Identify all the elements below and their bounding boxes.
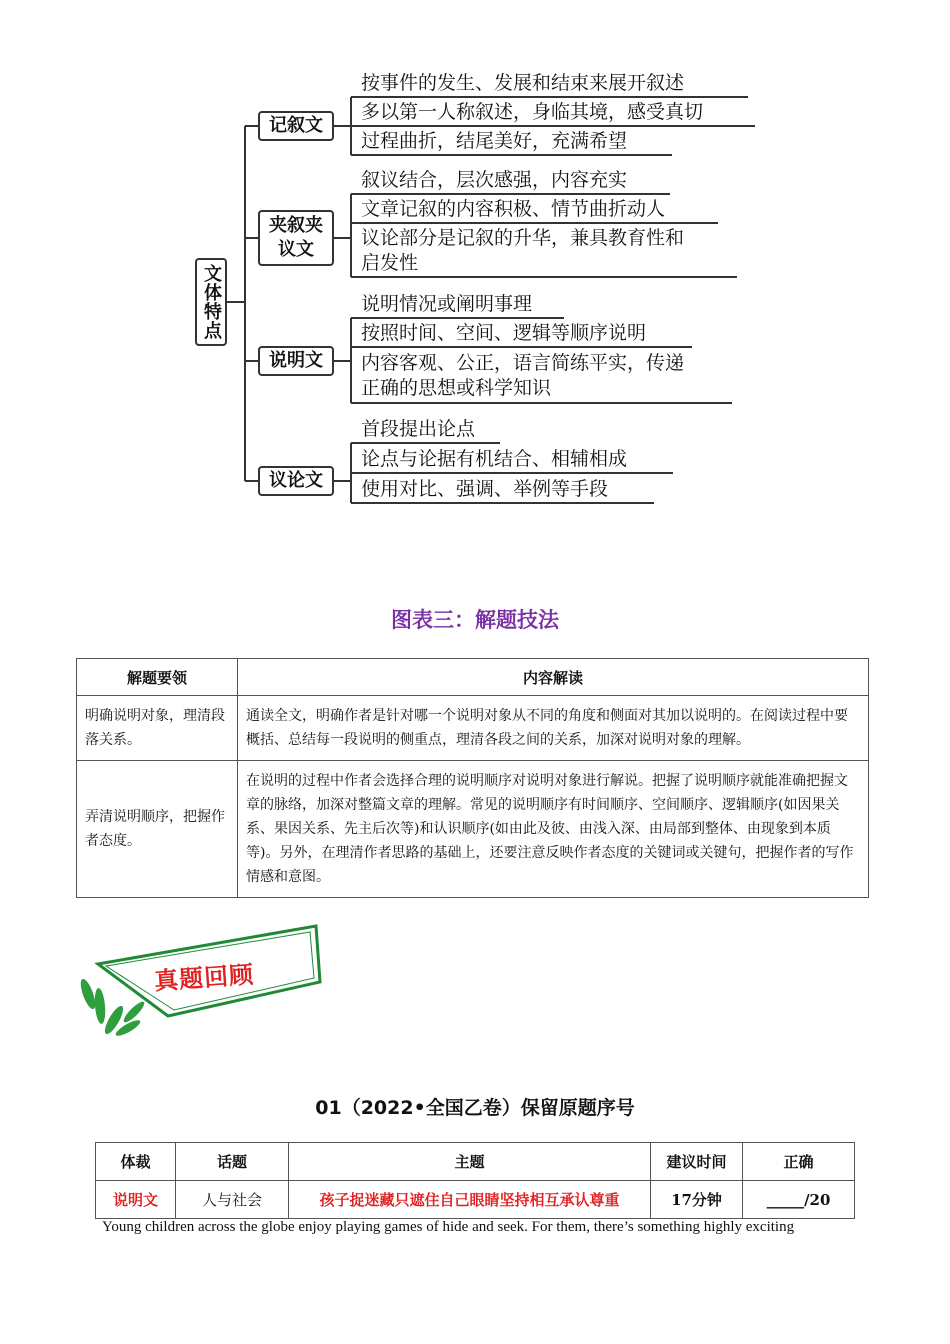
leaf-item: 按事件的发生、发展和结束来展开叙述 <box>361 72 685 94</box>
banner-title: 真题回顾 <box>153 959 256 996</box>
question-heading: 01（2022•全国乙卷）保留原题序号 <box>315 1097 635 1119</box>
score-cell: _____/20 <box>743 1181 855 1219</box>
table-header-row <box>77 659 869 696</box>
method-content: 在说明的过程中作者会选择合理的说明顺序对说明对象进行解说。把握了说明顺序就能准确把握文章的脉络，加深对整篇文章的理解。常见的说明顺序有时间顺序、空间顺序、逻辑顺序(如因果关系、果因关系、先主后次等)和认识顺序(如由此及彼、由浅入深、由局部到整体、由现象到本质等)。另外，在理清作者思路的基础上，还要注意反映作者态度的关键词或关键句，把握作者的写作情感和意图。 <box>238 761 869 898</box>
passage-text: Young children across the globe enjoy playing games of hide and seek. For them, there’s something highly exciting <box>102 1219 795 1235</box>
table-row <box>77 761 869 898</box>
table-row <box>96 1181 855 1219</box>
question-info-table <box>95 1142 855 1219</box>
mindmap-root: 文体特点 <box>195 258 227 346</box>
leaf-item: 启发性 <box>361 252 419 274</box>
leaf-item: 正确的思想或科学知识 <box>361 377 552 399</box>
method-content: 通读全文，明确作者是针对哪一个说明对象从不同的角度和侧面对其加以说明的。在阅读过程中要概括、总结每一段说明的侧重点，理清各段之间的关系，加深对说明对象的理解。 <box>238 696 869 761</box>
leaf-item: 多以第一人称叙述，身临其境，感受真切 <box>361 101 704 123</box>
method-key: 明确说明对象，理清段落关系。 <box>77 696 238 761</box>
leaf-item: 首段提出论点 <box>361 418 476 440</box>
theme-cell: 孩子捉迷藏只遮住自己眼睛坚持相互承认尊重 <box>289 1181 651 1219</box>
column-header: 主题 <box>289 1143 651 1181</box>
column-header: 解题要领 <box>77 659 238 696</box>
genre-cell: 说明文 <box>96 1181 176 1219</box>
table-header-row <box>96 1143 855 1181</box>
leaf-item: 说明情况或阐明事理 <box>361 293 533 315</box>
topic-cell: 人与社会 <box>176 1181 289 1219</box>
column-header: 话题 <box>176 1143 289 1181</box>
category-narrative: 记叙文 <box>258 111 334 141</box>
leaf-item: 过程曲折，结尾美好，充满希望 <box>361 130 628 152</box>
column-header: 正确 <box>743 1143 855 1181</box>
method-key: 弄清说明顺序，把握作者态度。 <box>77 761 238 898</box>
method-table <box>76 658 869 898</box>
time-cell: 17分钟 <box>651 1181 743 1219</box>
leaf-item: 文章记叙的内容积极、情节曲折动人 <box>361 198 666 220</box>
category-expository: 说明文 <box>258 346 334 376</box>
table-row <box>77 696 869 761</box>
section-title: 图表三：解题技法 <box>391 608 559 632</box>
category-narrative-argument: 夹叙夹议文 <box>258 210 334 266</box>
column-header: 体裁 <box>96 1143 176 1181</box>
leaf-item: 议论部分是记叙的升华，兼具教育性和 <box>361 227 685 249</box>
leaf-item: 内容客观、公正，语言简练平实，传递 <box>361 352 685 374</box>
column-header: 建议时间 <box>651 1143 743 1181</box>
leaf-item: 叙议结合，层次感强，内容充实 <box>361 169 628 191</box>
leaf-item: 按照时间、空间、逻辑等顺序说明 <box>361 322 647 344</box>
column-header: 内容解读 <box>238 659 869 696</box>
category-argumentative: 议论文 <box>258 466 334 496</box>
leaf-item: 论点与论据有机结合、相辅相成 <box>361 448 628 470</box>
leaf-item: 使用对比、强调、举例等手段 <box>361 478 609 500</box>
